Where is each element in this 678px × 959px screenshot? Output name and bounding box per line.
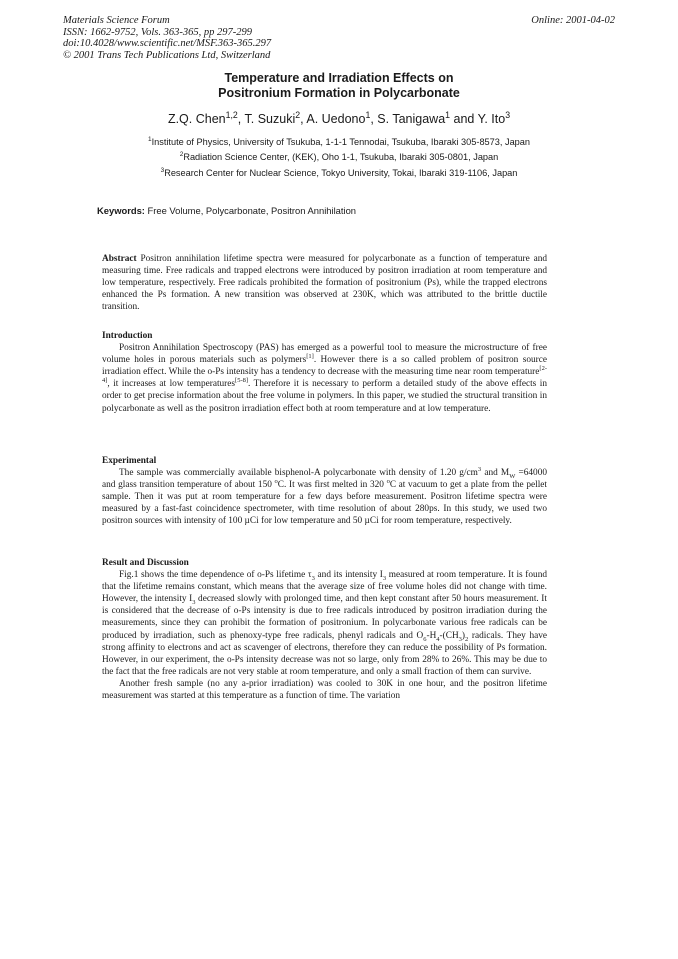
author-list: Z.Q. Chen$^{1,2}$, T. Suzuki$^2$, A. Uedono$^1$, S. Tanigawa$^1$ and Y. Ito$^3$	[167, 109, 511, 126]
author-affil-mark: 1	[445, 109, 451, 120]
title-line-2: Positronium Formation in Polycarbonate	[218, 86, 460, 100]
results-section	[102, 557, 547, 702]
keywords-label: Keywords:	[97, 205, 145, 216]
abstract-label: Abstract	[102, 254, 137, 264]
intro-paragraph: Positron Annihilation Spectroscopy (PAS) has emerged as a powerful tool to measure the microstructure of free volume holes in porous materials such as polymers[1]. However there is a so called problem of positron source irradiation effect. While the o-Ps intensity has a tendency to decrease with the measuring time near room temperature[2-4], it increases at low temperatures[5-8]. Therefore it is necessary to perform a detailed study of the above effects in order to get precise information about the free volume in polymers. In this paper, we studied the structural transition in polycarbonate as well as the positron irradiation effect both at room temperature and at low temperature.	[102, 343, 547, 414]
exp-heading: Experimental	[102, 456, 157, 466]
affiliation-1: $^1$Institute of Physics, University of Tsukuba, 1-1-1 Tennodai, Tsukuba, Ibaraki 305-8573, Japan	[147, 135, 531, 147]
affiliation-3: $^3$Research Center for Nuclear Science, Tokyo University, Tokai, Ibaraki 319-1106, Japan	[160, 166, 518, 178]
exp-paragraph: The sample was commercially available bisphenol-A polycarbonate with density of 1.20 $g/cm^3$ and $M_W =64000$ and glass transition temperature of about 150 $^o$C. It was first melted in 320 $^o$C at vacuum to get a plate from the pellet sample. Then it was put at room temperature for a few days before measurement. Positron lifetime spectra were measured by a fast-fast coincidence spectrometer, with time resolution of about 280ps. In this study, we used two positron sources with intensity of 100 µCi for low temperature and 50 µCi for room temperature, respectively.	[102, 466, 548, 527]
intro-heading: Introduction	[102, 331, 153, 341]
abstract-text: Positron annihilation lifetime spectra were measured for polycarbonate as a function of temperature and measuring time. Free radicals and trapped electrons were introduced by positron irradiation at room temperature and low temperature, respectively. Free radicals prohibited the formation of positronium (Ps), while the trapped electrons enhanced the Ps formation. A new transition was observed at 230K, which was attributed to the brittle ductile transition.	[102, 254, 548, 313]
online-date: Online: 2001-04-02	[531, 15, 615, 26]
citation: [5-8]	[235, 377, 249, 385]
journal-header	[63, 15, 271, 61]
author-affil-mark: 1,2	[225, 109, 238, 120]
author-name: S. Tanigawa	[377, 112, 446, 126]
doi-line: doi:10.4028/www.scientific.net/MSF.363-365.297	[63, 38, 272, 49]
results-heading: Result and Discussion	[102, 558, 189, 568]
issn-line: ISSN: 1662-9752, Vols. 363-365, pp 297-299	[63, 26, 252, 38]
author-affil-mark: 1	[365, 109, 371, 120]
paper-title	[0, 71, 678, 101]
introduction-section	[102, 330, 547, 415]
experimental-section	[102, 455, 547, 528]
citation: [2-4]	[102, 365, 547, 385]
keywords-text: Free Volume, Polycarbonate, Positron Annihilation	[147, 205, 357, 216]
keywords	[97, 205, 356, 216]
results-paragraph-2: Another fresh sample (no any a-prior irradiation) was cooled to 30K in one hour, and the positron lifetime measurement was started at this temperature as a function of time. The variation	[102, 678, 547, 702]
affiliation-2: $^2$Radiation Science Center, (KEK), Oho 1-1, Tsukuba, Ibaraki 305-0801, Japan	[179, 150, 499, 162]
author-affil-mark: 2	[295, 109, 301, 120]
author-name: Y. Ito	[477, 112, 506, 126]
author-name: Z.Q. Chen	[167, 112, 226, 126]
author-name: T. Suzuki	[244, 112, 296, 126]
author-affil-mark: 3	[505, 109, 511, 120]
author-name: A. Uedono	[306, 112, 366, 126]
abstract	[102, 253, 547, 313]
journal-name: Materials Science Forum	[63, 15, 170, 26]
results-paragraph-1: Fig.1 shows the time dependence of o-Ps lifetime $\tau_3$ and its intensity $I_3$ measured at room temperature. It is found that the lifetime remains constant, which means that the average size of free volume holes did not change with time. However, the intensity $I_3$ decreased slowly with prolonged time, and then kept constant after 50 hours measurement. It is considered that the decrease of o-Ps intensity is due to free radicals introduced by positron irradiation during the measurements, since they can prohibit the formation of positronium. In polycarbonate various free radicals can be produced by irradiation, such as phenoxy-type free radicals, phenyl radicals and $O_6-H_4-(CH_3)_2$ radicals. They have strong affinity to electrons and act as scavenger of electrons, therefore they can reduce the possibility of Ps formation. However, in our experiment, the o-Ps intensity decrease was not so large, only from 28% to 26%. This may be due to the fact that the free radicals are not very stable at room temperature, and only a small fraction of them can survive.	[102, 570, 547, 677]
title-line-1: Temperature and Irradiation Effects on	[224, 71, 454, 85]
citation: [1]	[306, 353, 314, 361]
copyright-line: © 2001 Trans Tech Publications Ltd, Switzerland	[63, 49, 271, 61]
